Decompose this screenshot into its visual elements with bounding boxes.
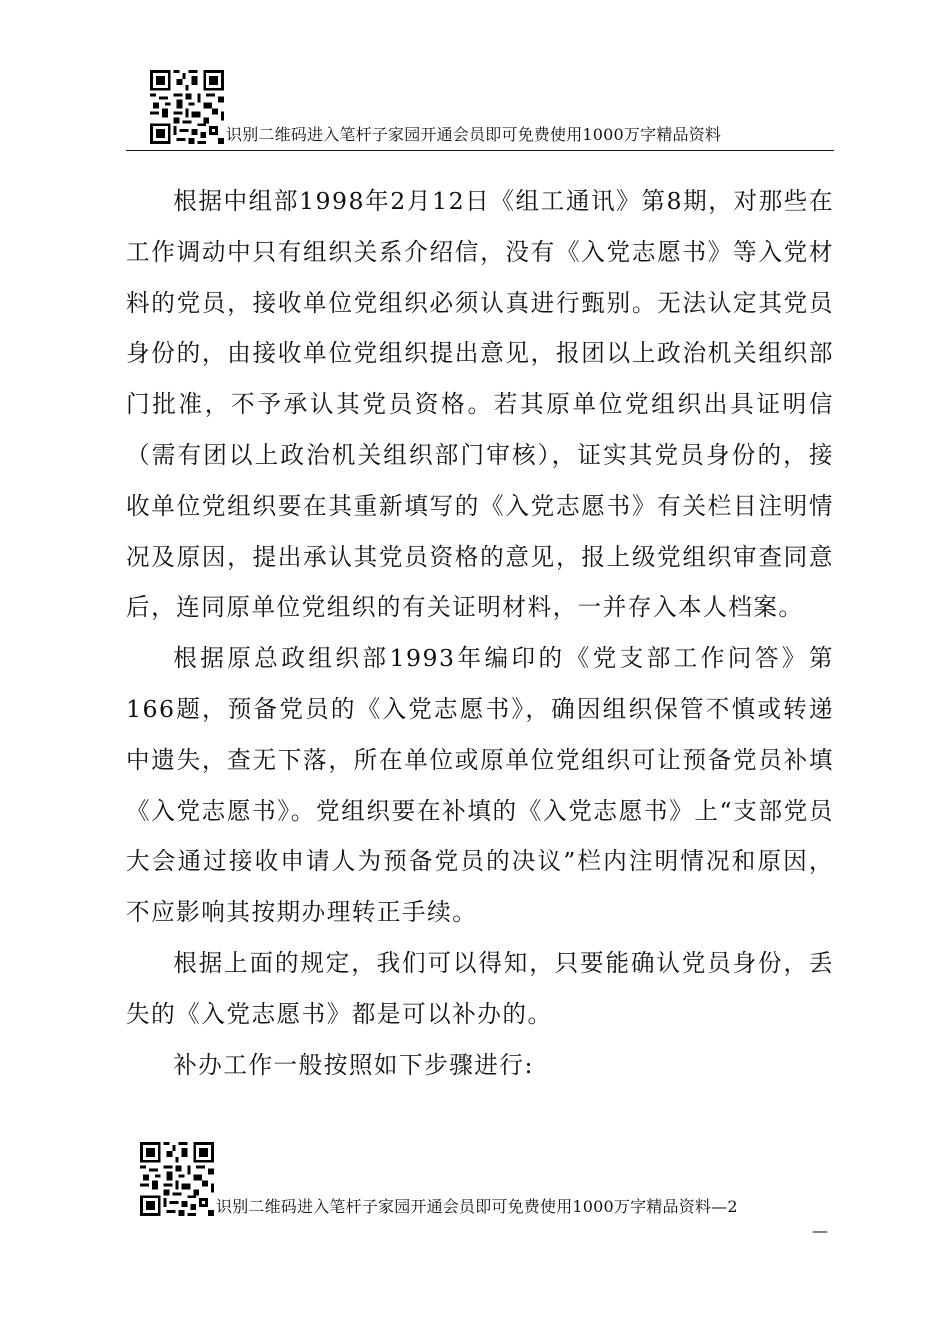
paragraph-1: 根据中组部1998年2月12日《组工通讯》第8期，对那些在工作调动中只有组织关系介绍信，没有《入党志愿书》等入党材料的党员，接收单位党组织必须认真进行甄别。无法认定其党员身份的，由接收单位党组织提出意见，报团以上政治机关组织部门批准，不予承认其党员资格。若其原单位党组织出具证明信（需有团以上政治机关组织部门审核），证实其党员身份的，接收单位党组织要在其重新填写的《入党志愿书》有关栏目注明情况及原因，提出承认其党员资格的意见，报上级党组织审查同意后，连同原单位党组织的有关证明材料，一并存入本人档案。 [126, 187, 834, 622]
document-body [126, 176, 834, 1090]
paragraph-2: 根据原总政组织部1993年编印的《党支部工作问答》第166题，预备党员的《入党志愿书》，确因组织保管不慎或转递中遗失，查无下落，所在单位或原单位党组织可让预备党员补填《入党志愿书》。党组织要在补填的《入党志愿书》上“支部党员大会通过接收申请人为预备党员的决议”栏内注明情况和原因，不应影响其按期办理转正手续。 [126, 644, 834, 927]
footer-caption: 识别二维码进入笔杆子家园开通会员即可免费使用1000万字精品资料—2 [216, 1197, 738, 1216]
footer-page-tail: — [812, 1221, 828, 1240]
paragraph-4: 补办工作一般按照如下步骤进行: [173, 1050, 534, 1079]
paragraph-3: 根据上面的规定，我们可以得知，只要能确认党员身份，丢失的《入党志愿书》都是可以补办的。 [126, 948, 834, 1028]
header-divider [126, 150, 834, 151]
qr-code-footer[interactable] [140, 1142, 214, 1216]
qr-code-icon [140, 1142, 214, 1216]
qr-code-icon [150, 70, 224, 144]
qr-code-header[interactable] [150, 70, 224, 144]
header-caption: 识别二维码进入笔杆子家园开通会员即可免费使用1000万字精品资料 [226, 125, 722, 144]
